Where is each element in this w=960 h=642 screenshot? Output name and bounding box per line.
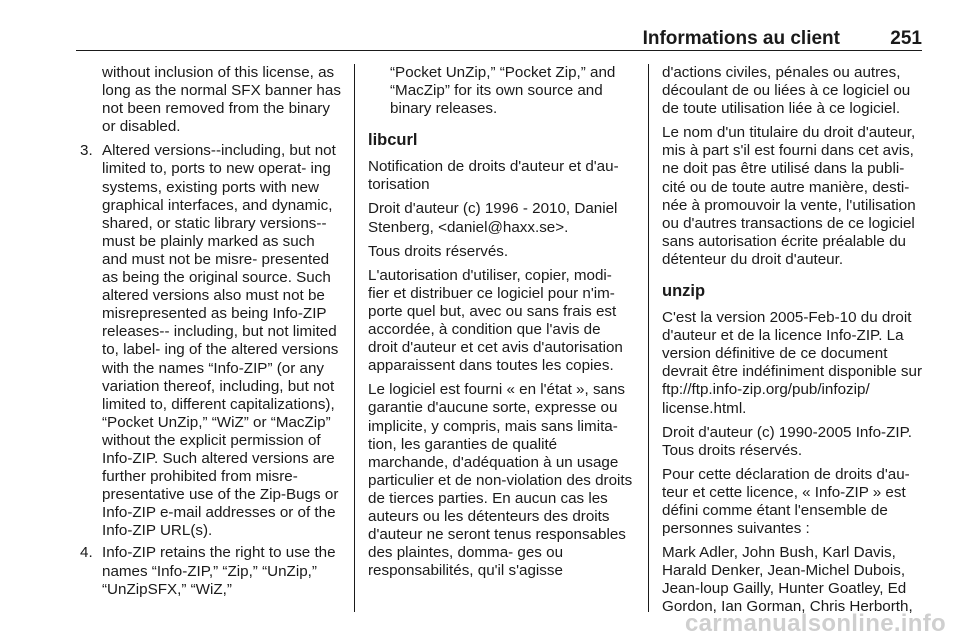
list-text: Altered versions--including, but not limited to, ports to new operat- ing systems, existing ports with new graphical interfaces, and dynamic, shared, or static library versions--must be plainly marked as such and must not be misre- presented as being the original source. Such altered versions also must not be misrepresented as being Info-ZIP releases-- including, but not limited to, label- ing of the altered versions with the names “Info-ZIP” (or any variation thereof, including, but not limited to, different capitalizations), “Pocket UnZip,” “WiZ” or “MacZip” without the explicit permission of Info-ZIP. Such altered versions are further prohibited from misre- presentative use of the Zip-Bugs or Info-ZIP e-mail addresses or of the Info-ZIP URL(s). — [102, 142, 339, 540]
paragraph: Droit d'auteur (c) 1990-2005 Info-ZIP. Tous droits réservés. — [662, 423, 912, 459]
list-number: 3. — [80, 142, 93, 160]
list-item — [80, 142, 342, 540]
paragraph: C'est la version 2005-Feb-10 du droit d'auteur et de la licence Info-ZIP. La version définitive de ce document devrait être indéfiniment disponible sur ftp://ftp.info-zip.org/pub/infozip/ license.html. — [662, 309, 923, 417]
paragraph: d'actions civiles, pénales ou autres, découlant de ou liées à ce logiciel ou de toute utilisation liée à ce logiciel. — [662, 64, 911, 118]
watermark: carmanualsonline.info — [684, 610, 946, 637]
header-divider — [76, 50, 922, 51]
paragraph: Mark Adler, John Bush, Karl Davis, Harald Denker, Jean-Michel Dubois, Jean-loup Gailly, Hunter Goatley, Ed Gordon, Ian Gorman, Chris Herborth, — [662, 544, 913, 616]
column-3 — [662, 64, 928, 623]
column-divider-1 — [354, 64, 355, 612]
section-title: Informations au client — [642, 28, 840, 49]
paragraph: Tous droits réservés. — [368, 242, 509, 260]
list-continuation: “Pocket UnZip,” “Pocket Zip,” and “MacZip” for its own source and binary releases. — [390, 64, 616, 118]
list-text: Info-ZIP retains the right to use the names “Info-ZIP,” “Zip,” “UnZip,” “UnZipSFX,” “WiZ,” — [102, 544, 336, 598]
page-number: 251 — [890, 28, 922, 49]
paragraph: Le nom d'un titulaire du droit d'auteur, mis à part s'il est fourni dans cet avis, ne doit pas être utilisé dans la publi- cité ou de toute autre manière, desti- née à promouvoir la vente, l'utilisation ou d'autres transactions de ce logiciel sans autorisation écrite préalable du détenteur du droit d'auteur. — [662, 124, 916, 268]
section-heading-unzip: unzip — [662, 282, 706, 301]
section-heading-libcurl: libcurl — [368, 131, 418, 150]
paragraph: L'autorisation d'utiliser, copier, modi- fier et distribuer ce logiciel pour n'im- porte quel but, avec ou sans frais est accordée, à condition que l'avis de droit d'auteur et cet avis d'autorisation apparaissent dans toutes les copies. — [368, 266, 623, 375]
column-1 — [80, 64, 342, 603]
paragraph: Le logiciel est fourni « en l'état », sans garantie d'aucune sorte, expresse ou implicite, y compris, mais sans limita- tion, les garanties de qualité marchande, d'adéquation à un usage particulier et de non-violation des droits de tierces parties. En aucun cas les auteurs ou les détenteurs des droits d'auteur ne seront tenus responsables des plaintes, domma- ges ou responsabilités, qu'il s'agisse — [368, 381, 633, 580]
list-item — [80, 544, 342, 598]
column-divider-2 — [648, 64, 649, 612]
list-continuation: without inclusion of this license, as long as the normal SFX banner has not been removed from the binary or disabled. — [102, 64, 341, 136]
column-2 — [368, 64, 634, 586]
paragraph: Pour cette déclaration de droits d'au- teur et cette licence, « Info-ZIP » est défini comme étant l'ensemble de personnes suivantes : — [662, 465, 910, 538]
paragraph: Droit d'auteur (c) 1996 - 2010, Daniel Stenberg, <daniel@haxx.se>. — [368, 200, 618, 236]
paragraph: Notification de droits d'auteur et d'au- torisation — [368, 158, 619, 194]
list-number: 4. — [80, 544, 93, 562]
